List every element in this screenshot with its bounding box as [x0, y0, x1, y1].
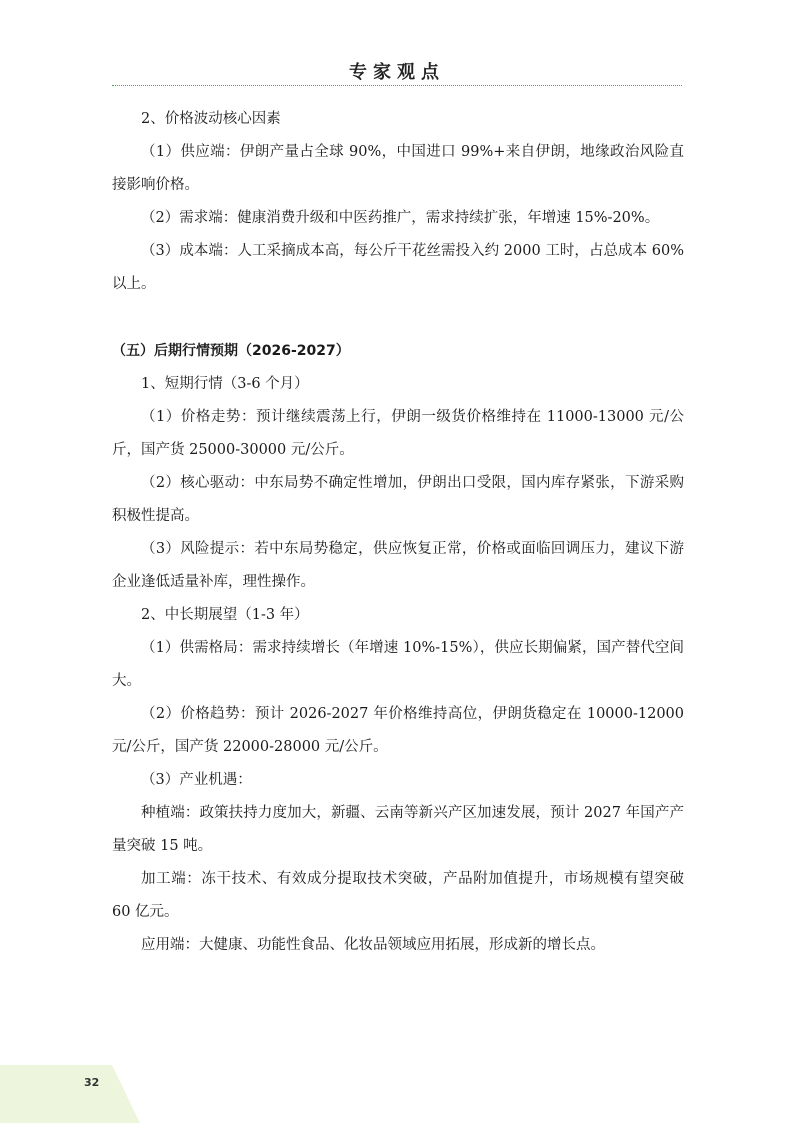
paragraph-core-drivers: （2）核心驱动：中东局势不确定性增加，伊朗出口受限，国内库存紧张，下游采购积极性提高。 — [112, 475, 684, 524]
subheading-short-term: 1、短期行情（3-6 个月） — [141, 376, 309, 392]
paragraph-application: 应用端：大健康、功能性食品、化妆品领域应用拓展，形成新的增长点。 — [141, 937, 605, 953]
paragraph-price-forecast: （2）价格趋势：预计 2026-2027 年价格维持高位，伊朗货稳定在 10000-12000 元/公斤，国产货 22000-28000 元/公斤。 — [112, 706, 684, 755]
page-number: 32 — [84, 1076, 100, 1089]
paragraph-demand-side: （2）需求端：健康消费升级和中医药推广，需求持续扩张，年增速 15%-20%。 — [141, 210, 660, 226]
paragraph-supply-demand: （1）供需格局：需求持续增长（年增速 10%-15%），供应长期偏紧，国产替代空间大。 — [112, 640, 684, 689]
paragraph-supply-side: （1）供应端：伊朗产量占全球 90%，中国进口 99%+来自伊朗，地缘政治风险直接影响价格。 — [112, 144, 684, 193]
article-body — [112, 103, 684, 962]
subheading-mid-long-term: 2、中长期展望（1-3 年） — [141, 607, 309, 623]
paragraph-planting: 种植端：政策扶持力度加大，新疆、云南等新兴产区加速发展，预计 2027 年国产产量突破 15 吨。 — [112, 805, 684, 854]
page-header-title: 专家观点 — [349, 62, 445, 83]
paragraph-risk-warning: （3）风险提示：若中东局势稳定，供应恢复正常，价格或面临回调压力，建议下游企业逢低适量补库，理性操作。 — [112, 541, 684, 590]
paragraph-cost-side: （3）成本端：人工采摘成本高，每公斤干花丝需投入约 2000 工时，占总成本 60%以上。 — [112, 243, 684, 292]
paragraph-industry-opportunity: （3）产业机遇： — [141, 772, 252, 788]
paragraph-price-trend: （1）价格走势：预计继续震荡上行，伊朗一级货价格维持在 11000-13000 元/公斤，国产货 25000-30000 元/公斤。 — [112, 409, 684, 458]
page-corner-decoration — [0, 1065, 140, 1123]
section-heading-outlook: （五）后期行情预期（2026-2027） — [112, 343, 350, 359]
section-spacer — [112, 301, 684, 335]
subheading-price-factors: 2、价格波动核心因素 — [141, 111, 281, 127]
header-divider — [112, 85, 682, 86]
paragraph-processing: 加工端：冻干技术、有效成分提取技术突破，产品附加值提升，市场规模有望突破 60 亿元。 — [112, 871, 684, 920]
